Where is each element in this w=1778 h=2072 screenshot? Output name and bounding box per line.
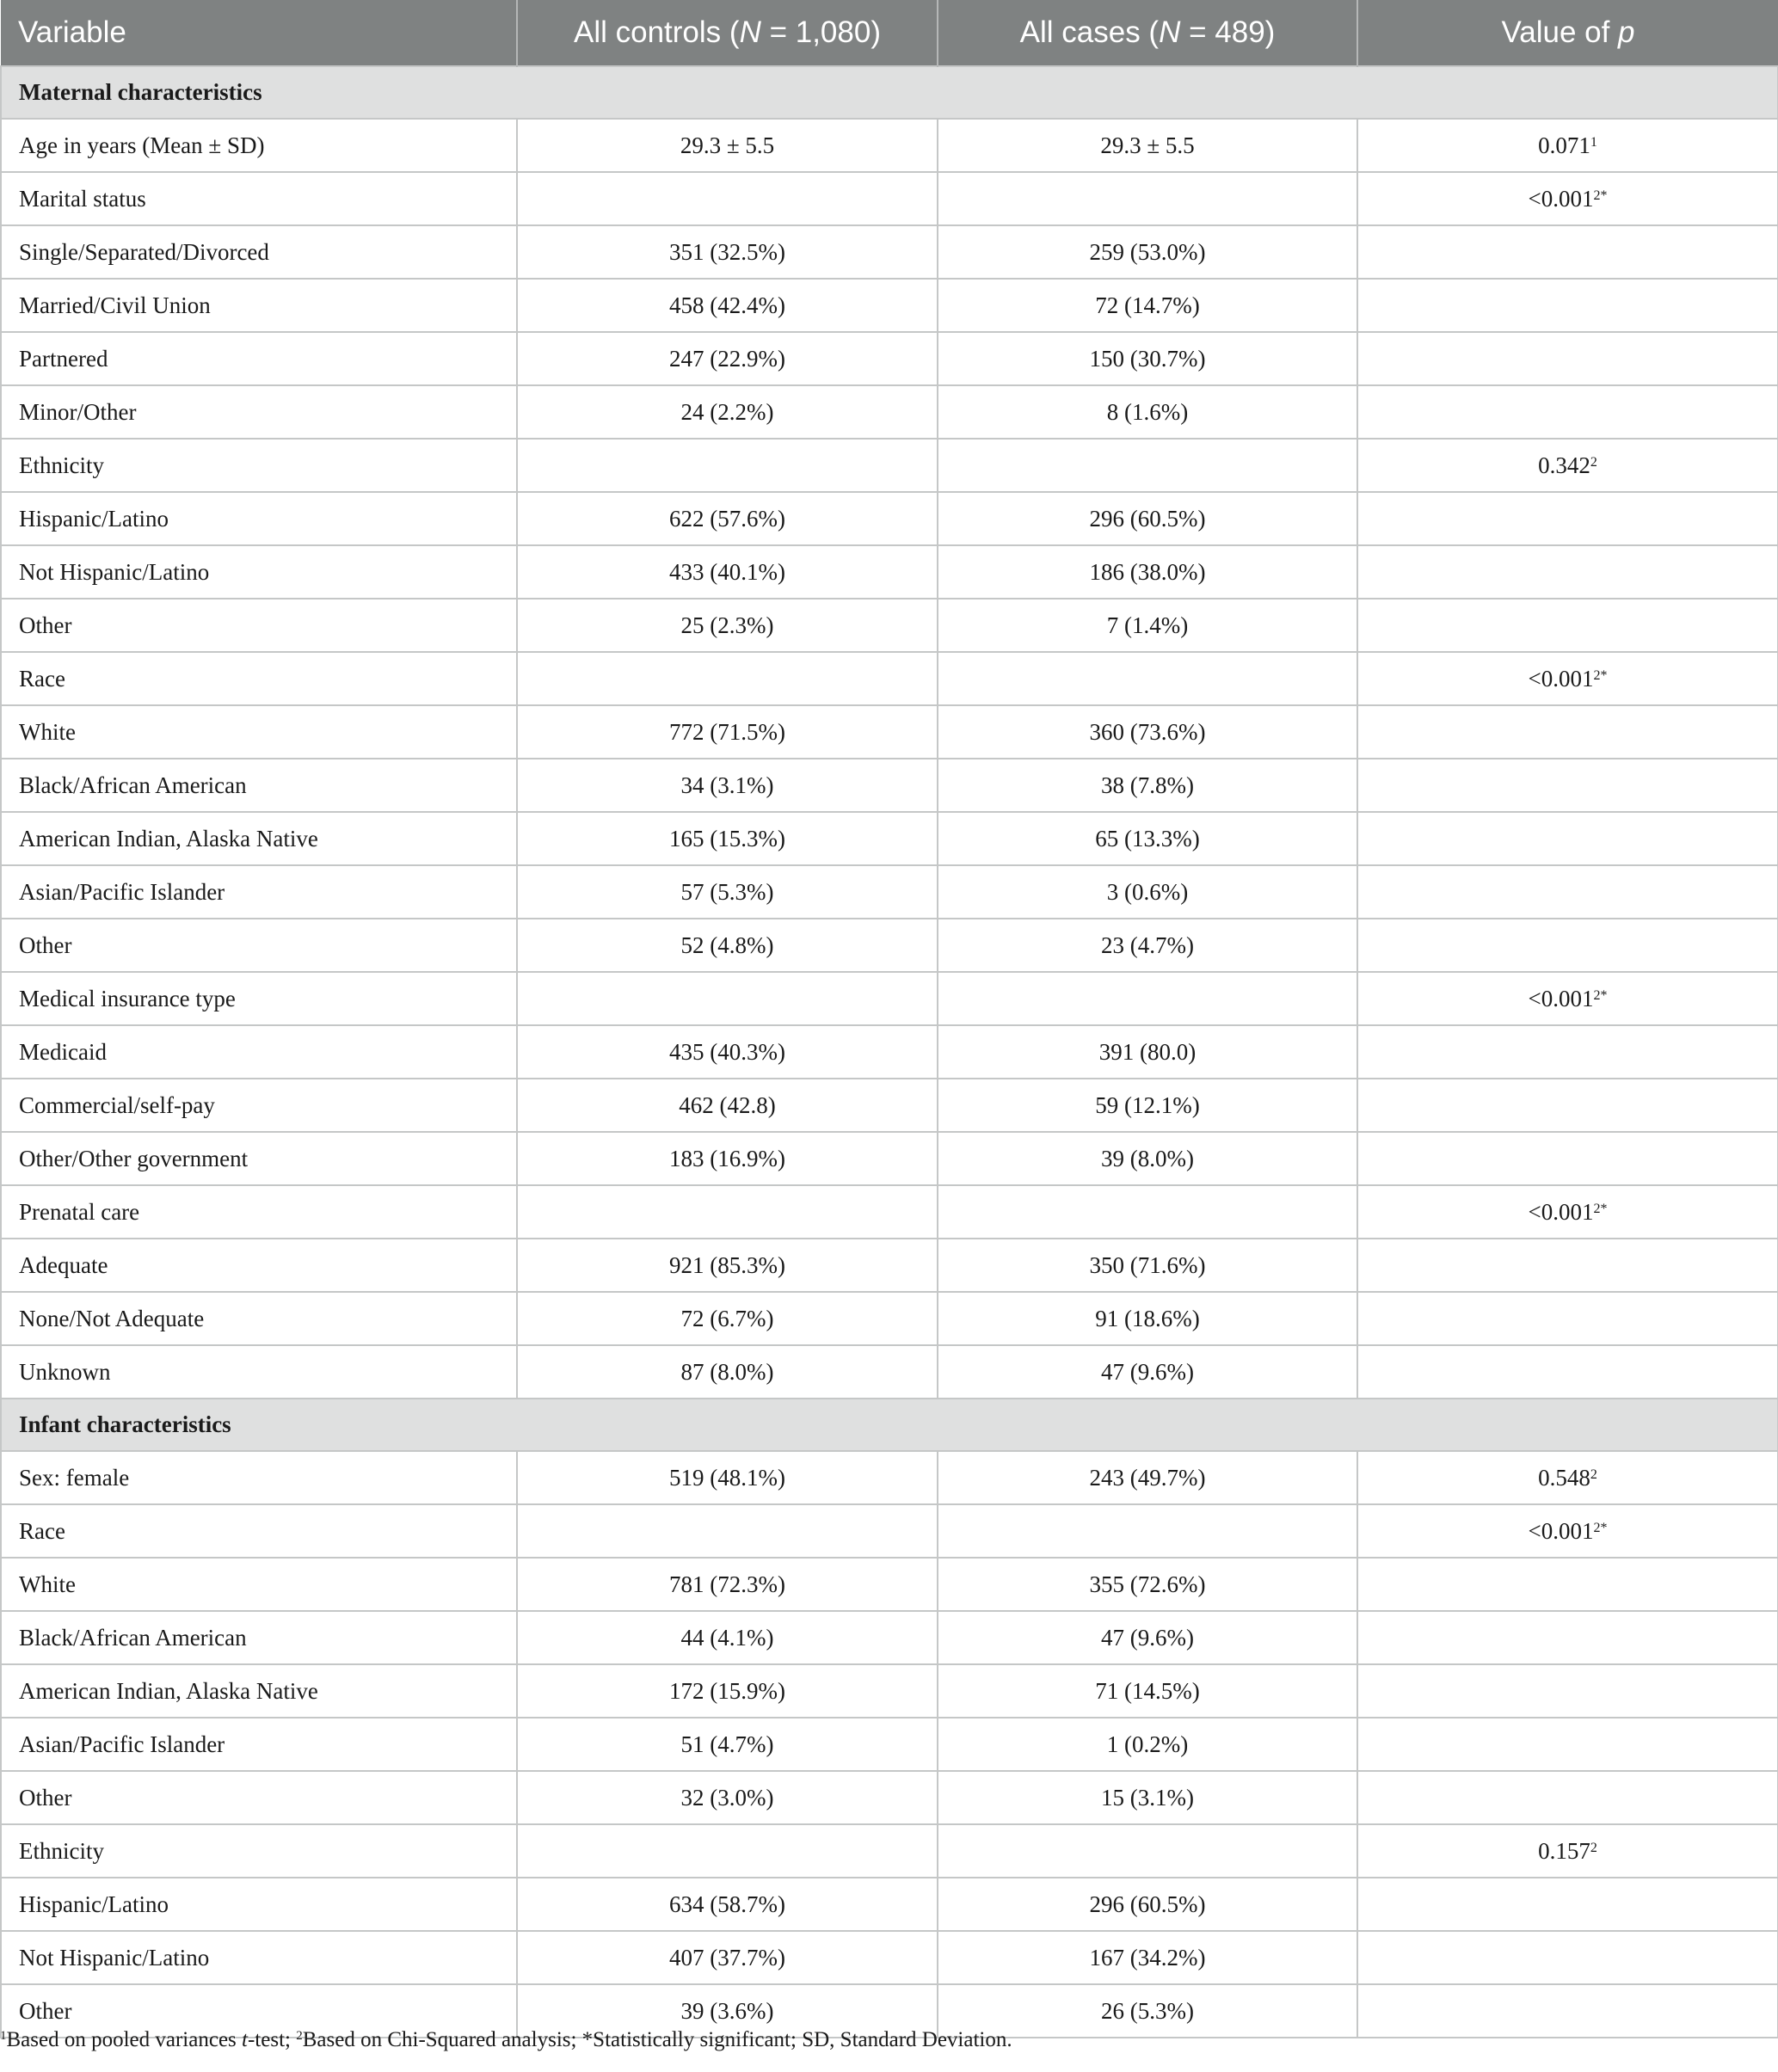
row-pvalue-cell [1357, 545, 1778, 599]
row-cases-cell: 8 (1.6%) [938, 385, 1357, 439]
row-cases-cell: 186 (38.0%) [938, 545, 1357, 599]
row-controls-cell [517, 972, 938, 1025]
table-row [1, 1611, 1778, 1664]
section-header-row [1, 1399, 1778, 1451]
row-pvalue-cell [1357, 385, 1778, 439]
row-controls-cell: 519 (48.1%) [517, 1451, 938, 1504]
table-row [1, 1451, 1778, 1504]
table-body [1, 66, 1778, 2038]
row-controls-cell: 39 (3.6%) [517, 1984, 938, 2038]
table-header-row [1, 0, 1778, 66]
row-cases-cell: 243 (49.7%) [938, 1451, 1357, 1504]
header-variable: Variable [1, 0, 517, 66]
row-cases-cell: 65 (13.3%) [938, 812, 1357, 865]
row-cases-cell: 355 (72.6%) [938, 1558, 1357, 1611]
row-controls-cell [517, 652, 938, 705]
row-cases-cell [938, 1185, 1357, 1239]
table-row [1, 652, 1778, 705]
row-controls-cell: 781 (72.3%) [517, 1558, 938, 1611]
row-variable-cell: Partnered [1, 332, 517, 385]
row-pvalue-cell [1357, 492, 1778, 545]
row-variable-cell: Black/African American [1, 1611, 517, 1664]
row-cases-cell: 296 (60.5%) [938, 1878, 1357, 1931]
table-row [1, 1185, 1778, 1239]
table-row [1, 1771, 1778, 1824]
row-cases-cell [938, 1824, 1357, 1878]
pvalue-text: <0.001 [1528, 1517, 1594, 1544]
table-row [1, 225, 1778, 279]
row-cases-cell: 72 (14.7%) [938, 279, 1357, 332]
table-row [1, 599, 1778, 652]
footnote-text-1: Based on pooled variances [6, 2028, 243, 2051]
table-row [1, 439, 1778, 492]
row-controls-cell: 407 (37.7%) [517, 1931, 938, 1984]
row-variable-cell: American Indian, Alaska Native [1, 1664, 517, 1718]
row-variable-cell: Black/African American [1, 759, 517, 812]
header-all-cases [938, 0, 1357, 66]
table-row [1, 972, 1778, 1025]
row-cases-cell: 3 (0.6%) [938, 865, 1357, 919]
header-controls-n: N [739, 15, 761, 49]
footnote-sup-1: 1 [0, 2029, 7, 2043]
row-controls-cell: 433 (40.1%) [517, 545, 938, 599]
table-row [1, 1664, 1778, 1718]
row-pvalue-cell [1357, 1558, 1778, 1611]
row-pvalue-cell [1357, 1611, 1778, 1664]
row-pvalue-cell [1357, 439, 1778, 492]
pvalue-text: <0.001 [1528, 1198, 1594, 1225]
row-cases-cell: 38 (7.8%) [938, 759, 1357, 812]
row-cases-cell: 1 (0.2%) [938, 1718, 1357, 1771]
row-cases-cell: 7 (1.4%) [938, 599, 1357, 652]
row-pvalue-cell [1357, 1345, 1778, 1399]
row-controls-cell: 462 (42.8) [517, 1079, 938, 1132]
row-cases-cell: 47 (9.6%) [938, 1611, 1357, 1664]
row-variable-cell: White [1, 705, 517, 759]
row-controls-cell: 772 (71.5%) [517, 705, 938, 759]
row-pvalue-cell [1357, 865, 1778, 919]
pvalue-footnote-marker: 1 [1590, 134, 1597, 150]
row-pvalue-cell [1357, 172, 1778, 225]
table-row [1, 1931, 1778, 1984]
pvalue-footnote-marker: 2 [1590, 1840, 1597, 1855]
row-pvalue-cell [1357, 759, 1778, 812]
row-cases-cell [938, 1504, 1357, 1558]
table-row [1, 1239, 1778, 1292]
row-variable-cell: Prenatal care [1, 1185, 517, 1239]
row-pvalue-cell [1357, 972, 1778, 1025]
pvalue-text: 0.342 [1538, 452, 1590, 478]
table-row [1, 492, 1778, 545]
pvalue-footnote-marker: 2 [1590, 454, 1597, 470]
row-pvalue-cell [1357, 652, 1778, 705]
table-row [1, 545, 1778, 599]
table-row [1, 1558, 1778, 1611]
section-header-row [1, 66, 1778, 119]
row-cases-cell: 26 (5.3%) [938, 1984, 1357, 2038]
row-controls-cell: 458 (42.4%) [517, 279, 938, 332]
row-variable-cell: Asian/Pacific Islander [1, 1718, 517, 1771]
pvalue-footnote-marker: 2 [1590, 1466, 1597, 1482]
row-controls-cell: 57 (5.3%) [517, 865, 938, 919]
row-cases-cell: 167 (34.2%) [938, 1931, 1357, 1984]
row-cases-cell: 391 (80.0) [938, 1025, 1357, 1079]
header-pvalue-p: p [1618, 15, 1635, 49]
row-controls-cell: 87 (8.0%) [517, 1345, 938, 1399]
row-pvalue-cell [1357, 1878, 1778, 1931]
table-row [1, 705, 1778, 759]
row-cases-cell: 47 (9.6%) [938, 1345, 1357, 1399]
row-controls-cell: 29.3 ± 5.5 [517, 119, 938, 172]
row-cases-cell: 15 (3.1%) [938, 1771, 1357, 1824]
header-all-controls [517, 0, 938, 66]
header-controls-suffix: = 1,080) [760, 15, 881, 49]
row-variable-cell: Adequate [1, 1239, 517, 1292]
row-cases-cell [938, 439, 1357, 492]
row-controls-cell: 34 (3.1%) [517, 759, 938, 812]
row-controls-cell: 351 (32.5%) [517, 225, 938, 279]
row-controls-cell: 24 (2.2%) [517, 385, 938, 439]
pvalue-text: 0.071 [1538, 132, 1590, 158]
row-controls-cell [517, 439, 938, 492]
row-pvalue-cell [1357, 1132, 1778, 1185]
row-controls-cell: 72 (6.7%) [517, 1292, 938, 1345]
row-cases-cell: 296 (60.5%) [938, 492, 1357, 545]
row-variable-cell: Not Hispanic/Latino [1, 1931, 517, 1984]
row-controls-cell [517, 172, 938, 225]
header-pvalue-prefix: Value of [1501, 15, 1619, 49]
row-variable-cell: Medical insurance type [1, 972, 517, 1025]
row-variable-cell: Sex: female [1, 1451, 517, 1504]
table-row [1, 1878, 1778, 1931]
row-controls-cell [517, 1824, 938, 1878]
table-row [1, 1025, 1778, 1079]
row-pvalue-cell [1357, 1079, 1778, 1132]
row-pvalue-cell [1357, 1451, 1778, 1504]
row-pvalue-cell [1357, 1292, 1778, 1345]
row-pvalue-cell [1357, 1025, 1778, 1079]
row-cases-cell: 360 (73.6%) [938, 705, 1357, 759]
pvalue-text: 0.548 [1538, 1464, 1590, 1491]
table-row [1, 919, 1778, 972]
row-variable-cell: Other [1, 1984, 517, 2038]
row-variable-cell: Ethnicity [1, 439, 517, 492]
row-pvalue-cell [1357, 279, 1778, 332]
table-row [1, 759, 1778, 812]
row-variable-cell: Hispanic/Latino [1, 1878, 517, 1931]
table-row [1, 812, 1778, 865]
row-pvalue-cell [1357, 225, 1778, 279]
table-row [1, 1345, 1778, 1399]
table-row [1, 1079, 1778, 1132]
row-variable-cell: Commercial/self-pay [1, 1079, 517, 1132]
row-pvalue-cell [1357, 1664, 1778, 1718]
row-pvalue-cell [1357, 332, 1778, 385]
row-controls-cell: 165 (15.3%) [517, 812, 938, 865]
header-p-value [1357, 0, 1778, 66]
row-variable-cell: Ethnicity [1, 1824, 517, 1878]
row-variable-cell: Race [1, 1504, 517, 1558]
table-row [1, 385, 1778, 439]
row-variable-cell: Asian/Pacific Islander [1, 865, 517, 919]
table-footnote [0, 2028, 1012, 2052]
pvalue-footnote-marker: 2* [1593, 1520, 1608, 1535]
row-cases-cell: 23 (4.7%) [938, 919, 1357, 972]
row-variable-cell: Other [1, 599, 517, 652]
table-row [1, 1504, 1778, 1558]
row-controls-cell [517, 1185, 938, 1239]
table-row [1, 119, 1778, 172]
row-pvalue-cell [1357, 1239, 1778, 1292]
row-variable-cell: Other/Other government [1, 1132, 517, 1185]
pvalue-text: 0.157 [1538, 1837, 1590, 1864]
row-cases-cell: 59 (12.1%) [938, 1079, 1357, 1132]
row-controls-cell: 622 (57.6%) [517, 492, 938, 545]
row-pvalue-cell [1357, 1824, 1778, 1878]
row-controls-cell: 183 (16.9%) [517, 1132, 938, 1185]
table-row [1, 1292, 1778, 1345]
row-pvalue-cell [1357, 119, 1778, 172]
row-variable-cell: Other [1, 1771, 517, 1824]
row-variable-cell: Marital status [1, 172, 517, 225]
row-cases-cell: 350 (71.6%) [938, 1239, 1357, 1292]
row-pvalue-cell [1357, 1718, 1778, 1771]
row-controls-cell: 435 (40.3%) [517, 1025, 938, 1079]
row-variable-cell: Unknown [1, 1345, 517, 1399]
pvalue-footnote-marker: 2* [1593, 667, 1608, 683]
header-cases-suffix: = 489) [1180, 15, 1276, 49]
footnote-sup-2: 2 [296, 2029, 303, 2043]
pvalue-text: <0.001 [1528, 985, 1594, 1011]
row-variable-cell: Not Hispanic/Latino [1, 545, 517, 599]
row-variable-cell: Race [1, 652, 517, 705]
row-controls-cell: 25 (2.3%) [517, 599, 938, 652]
row-controls-cell: 52 (4.8%) [517, 919, 938, 972]
table-row [1, 332, 1778, 385]
row-controls-cell: 44 (4.1%) [517, 1611, 938, 1664]
row-pvalue-cell [1357, 812, 1778, 865]
row-cases-cell: 39 (8.0%) [938, 1132, 1357, 1185]
row-cases-cell: 150 (30.7%) [938, 332, 1357, 385]
row-cases-cell [938, 652, 1357, 705]
row-cases-cell [938, 172, 1357, 225]
table-row [1, 279, 1778, 332]
row-variable-cell: Minor/Other [1, 385, 517, 439]
pvalue-text: <0.001 [1528, 665, 1594, 692]
row-variable-cell: Married/Civil Union [1, 279, 517, 332]
footnote-text-3: Based on Chi-Squared analysis; *Statistically significant; SD, Standard Deviation. [302, 2028, 1012, 2051]
pvalue-text: <0.001 [1528, 185, 1594, 212]
row-variable-cell: Other [1, 919, 517, 972]
row-pvalue-cell [1357, 1931, 1778, 1984]
row-cases-cell: 29.3 ± 5.5 [938, 119, 1357, 172]
row-pvalue-cell [1357, 919, 1778, 972]
table-row [1, 1824, 1778, 1878]
row-pvalue-cell [1357, 705, 1778, 759]
row-controls-cell: 51 (4.7%) [517, 1718, 938, 1771]
row-cases-cell: 71 (14.5%) [938, 1664, 1357, 1718]
row-pvalue-cell [1357, 1185, 1778, 1239]
table-row [1, 172, 1778, 225]
section-label: Maternal characteristics [1, 66, 1778, 119]
row-pvalue-cell [1357, 1771, 1778, 1824]
row-variable-cell: American Indian, Alaska Native [1, 812, 517, 865]
pvalue-footnote-marker: 2* [1593, 1201, 1608, 1216]
row-variable-cell: Medicaid [1, 1025, 517, 1079]
row-cases-cell: 259 (53.0%) [938, 225, 1357, 279]
header-controls-prefix: All controls ( [574, 15, 740, 49]
row-variable-cell: White [1, 1558, 517, 1611]
pvalue-footnote-marker: 2* [1593, 188, 1608, 203]
row-variable-cell: Age in years (Mean ± SD) [1, 119, 517, 172]
section-label: Infant characteristics [1, 1399, 1778, 1451]
row-controls-cell: 634 (58.7%) [517, 1878, 938, 1931]
row-variable-cell: None/Not Adequate [1, 1292, 517, 1345]
table-row [1, 1718, 1778, 1771]
table-row [1, 1132, 1778, 1185]
row-cases-cell: 91 (18.6%) [938, 1292, 1357, 1345]
row-controls-cell: 32 (3.0%) [517, 1771, 938, 1824]
table-row [1, 865, 1778, 919]
row-variable-cell: Hispanic/Latino [1, 492, 517, 545]
row-controls-cell: 172 (15.9%) [517, 1664, 938, 1718]
pvalue-footnote-marker: 2* [1593, 987, 1608, 1003]
row-pvalue-cell [1357, 1504, 1778, 1558]
row-controls-cell [517, 1504, 938, 1558]
header-cases-prefix: All cases ( [1019, 15, 1160, 49]
row-controls-cell: 247 (22.9%) [517, 332, 938, 385]
footnote-t-italic: t [242, 2028, 248, 2051]
row-pvalue-cell [1357, 1984, 1778, 2038]
row-variable-cell: Single/Separated/Divorced [1, 225, 517, 279]
row-cases-cell [938, 972, 1357, 1025]
row-pvalue-cell [1357, 599, 1778, 652]
header-cases-n: N [1159, 15, 1181, 49]
row-controls-cell: 921 (85.3%) [517, 1239, 938, 1292]
footnote-text-2: -test; [247, 2028, 297, 2051]
